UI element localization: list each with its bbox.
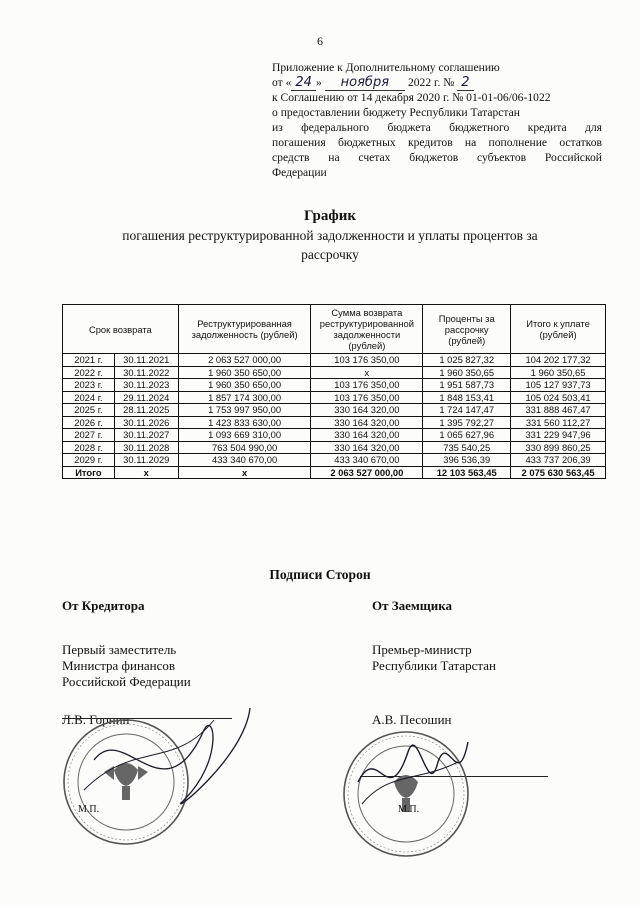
repayment-schedule-table: [62, 304, 606, 479]
creditor-mp: М.П.: [78, 804, 100, 815]
signatures-heading: Подписи Сторон: [269, 567, 371, 582]
table-cell: 2029 г.: [63, 454, 115, 467]
table-row: [63, 366, 606, 379]
creditor-label: От Кредитора: [62, 598, 145, 613]
handwritten-day: 24: [291, 75, 316, 91]
appendix-line-5: из федерального бюджета бюджетного кредита для: [272, 121, 602, 134]
table-cell: 433 340 670,00: [311, 454, 423, 467]
table-cell: 1 960 350,65: [423, 366, 511, 379]
table-cell: 30.11.2028: [114, 441, 178, 454]
table-cell: 1 724 147,47: [423, 404, 511, 417]
table-cell: 105 127 937,73: [511, 379, 606, 392]
total-cell: x: [178, 466, 311, 479]
table-cell: 1 848 153,41: [423, 391, 511, 404]
header-total-due: Итого к уплате (рублей): [511, 305, 606, 354]
table-cell: 330 899 860,25: [511, 441, 606, 454]
from-prefix: от «: [272, 76, 292, 89]
table-cell: 330 164 320,00: [311, 429, 423, 442]
table-cell: 1 395 792,27: [423, 416, 511, 429]
year-text: 2022 г. №: [407, 76, 455, 89]
total-cell: x: [114, 466, 178, 479]
table-cell: 1 025 827,32: [423, 354, 511, 367]
title-sub-1: погашения реструктурированной задолженности и уплаты процентов за: [122, 228, 538, 243]
table-row: [63, 441, 606, 454]
creditor-name: Л.В. Горнин: [62, 712, 130, 727]
table-cell: 30.11.2029: [114, 454, 178, 467]
table-cell: 2028 г.: [63, 441, 115, 454]
table-cell: 2023 г.: [63, 379, 115, 392]
schedule-title: [60, 208, 600, 263]
appendix-line-7: средств на счетах бюджетов субъектов Российской: [272, 151, 602, 164]
table-cell: 103 176 350,00: [311, 391, 423, 404]
table-cell: 2 063 527 000,00: [178, 354, 311, 367]
table-cell: 1 960 350 650,00: [178, 379, 311, 392]
borrower-mp: М.П.: [398, 804, 420, 815]
table-cell: 2026 г.: [63, 416, 115, 429]
table-cell: 30.11.2027: [114, 429, 178, 442]
creditor-position-3: Российской Федерации: [62, 674, 191, 689]
table-cell: 1 960 350,65: [511, 366, 606, 379]
table-cell: 30.11.2021: [114, 354, 178, 367]
borrower-name: А.В. Песошин: [372, 712, 452, 727]
total-cell: 12 103 563,45: [423, 466, 511, 479]
total-cell: 2 075 630 563,45: [511, 466, 606, 479]
appendix-header: [272, 60, 602, 180]
table-cell: 2024 г.: [63, 391, 115, 404]
table-cell: 30.11.2026: [114, 416, 178, 429]
handwritten-month: ноября: [325, 75, 405, 91]
appendix-line-3: к Соглашению от 14 декабря 2020 г. № 01-01-06/06-1022: [272, 91, 551, 104]
table-cell: 30.11.2023: [114, 379, 178, 392]
borrower-label: От Заемщика: [372, 598, 452, 613]
table-cell: 2022 г.: [63, 366, 115, 379]
table-cell: 1 753 997 950,00: [178, 404, 311, 417]
table-cell: 29.11.2024: [114, 391, 178, 404]
appendix-line-1: Приложение к Дополнительному соглашению: [272, 61, 500, 74]
table-cell: 396 536,39: [423, 454, 511, 467]
table-cell: 735 540,25: [423, 441, 511, 454]
table-cell: 331 888 467,47: [511, 404, 606, 417]
creditor-position-1: Первый заместитель: [62, 642, 177, 657]
borrower-stamp-seal: [318, 712, 498, 862]
table-cell: x: [311, 366, 423, 379]
table-cell: 433 340 670,00: [178, 454, 311, 467]
total-cell: 2 063 527 000,00: [311, 466, 423, 479]
borrower-block: [372, 598, 496, 728]
table-cell: 2021 г.: [63, 354, 115, 367]
table-row: [63, 404, 606, 417]
creditor-stamp-seal: [54, 700, 254, 850]
table-cell: 1 960 350 650,00: [178, 366, 311, 379]
table-cell: 1 857 174 300,00: [178, 391, 311, 404]
table-cell: 104 202 177,32: [511, 354, 606, 367]
appendix-line-8: Федерации: [272, 166, 327, 179]
header-due-date: Срок возврата: [63, 305, 179, 354]
table-cell: 28.11.2025: [114, 404, 178, 417]
total-cell: Итого: [63, 466, 115, 479]
table-cell: 1 093 669 310,00: [178, 429, 311, 442]
appendix-line-6: погашения бюджетных кредитов на пополнение остатков: [272, 136, 602, 149]
table-row: [63, 454, 606, 467]
table-row: [63, 429, 606, 442]
table-cell: 330 164 320,00: [311, 404, 423, 417]
table-row: [63, 416, 606, 429]
title-sub-2: рассрочку: [301, 247, 359, 262]
appendix-line-4: о предоставлении бюджету Республики Татарстан: [272, 106, 520, 119]
header-restructured-debt: Реструктурированная задолженность (рублей): [178, 305, 311, 354]
header-interest: Проценты за рассрочку (рублей): [423, 305, 511, 354]
page-number: 6: [317, 34, 323, 48]
table-cell: 1 065 627,96: [423, 429, 511, 442]
table-cell: 105 024 503,41: [511, 391, 606, 404]
table-total-row: [63, 466, 606, 479]
table-cell: 30.11.2022: [114, 366, 178, 379]
table-row: [63, 379, 606, 392]
table-cell: 2025 г.: [63, 404, 115, 417]
creditor-position-2: Министра финансов: [62, 658, 176, 673]
handwritten-number: 2: [457, 75, 473, 91]
borrower-position-1: Премьер-министр: [372, 642, 472, 657]
table-cell: 330 164 320,00: [311, 416, 423, 429]
table-cell: 2027 г.: [63, 429, 115, 442]
appendix-line-2: [272, 75, 602, 90]
table-cell: 331 229 947,96: [511, 429, 606, 442]
table-cell: 331 560 112,27: [511, 416, 606, 429]
table-row: [63, 391, 606, 404]
table-header-row: [63, 305, 606, 354]
table-row: [63, 354, 606, 367]
table-body: [63, 354, 606, 479]
table-cell: 1 951 587,73: [423, 379, 511, 392]
table-cell: 1 423 833 630,00: [178, 416, 311, 429]
table-cell: 103 176 350,00: [311, 379, 423, 392]
table-cell: 330 164 320,00: [311, 441, 423, 454]
day-close: »: [315, 76, 322, 89]
borrower-position-2: Республики Татарстан: [372, 658, 496, 673]
header-repayment-amount: Сумма возврата реструктурированной задолженности (рублей): [311, 305, 423, 354]
title-main: График: [303, 208, 357, 224]
table-cell: 433 737 206,39: [511, 454, 606, 467]
table-cell: 103 176 350,00: [311, 354, 423, 367]
table-cell: 763 504 990,00: [178, 441, 311, 454]
